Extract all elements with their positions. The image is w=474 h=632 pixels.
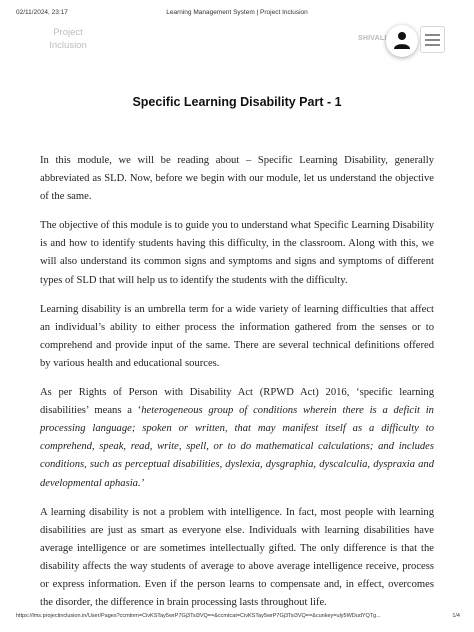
hamburger-menu-button[interactable] — [420, 26, 445, 53]
paragraph-objective: The objective of this module is to guide you to understand what Specific Learning Disability is and how to identify students having this difficulty, in the classroom. Along with this, we will also understand its common signs and symptoms and signs and symptoms of different types of SLD that will help us to identify the students with the difficulty. — [40, 220, 434, 286]
logo-line-1: Project — [53, 27, 83, 38]
hamburger-menu-icon-bar-3 — [425, 44, 440, 46]
user-avatar-button[interactable] — [386, 25, 418, 57]
logo-line-2: Inclusion — [49, 40, 87, 51]
rpwd-quote-text: heterogeneous group of conditions wherein there is a deficit in processing language; spoken or written, that may manifest itself as a difficulty to comprehend, speak, read, write, spell, or to do mathematical calculations; and includes conditions, such as perceptual disabilities, dyslexia, dysgraphia, dyscalculia, dyspraxia and developmental aphasia.’ — [40, 405, 434, 489]
paragraph-intelligence: A learning disability is not a problem with intelligence. In fact, most people with learning disabilities are just as smart as everyone else. Individuals with learning disabilities have average intelligence or are sometimes intellectually gifted. The only difference is that the disability affects the way students of average to above average intelligence receive, process or express information. Even if the person learns to compensate and, in effect, overcomes the disorder, the difference in brain processing lasts throughout life. — [40, 506, 434, 609]
page-title: Specific Learning Disability Part - 1 — [132, 95, 342, 109]
paragraph-intro: In this module, we will be reading about – Specific Learning Disability, generally abbreviated as SLD. Now, before we begin with our module, let us understand the objective of the same. — [40, 155, 434, 203]
print-url: https://lms.projectinclusion.in/User/Pages?ccmtnm=CivKSTay5wrP7Gj3Tsi3VQ==&ccmtcat=CivKSTay5wrP7Gj3Tsi3VQ==&cunkey=uly5WDudYQTg... — [16, 613, 381, 619]
project-inclusion-logo[interactable] — [43, 26, 93, 52]
user-icon — [393, 31, 411, 49]
hamburger-menu-icon — [425, 34, 440, 36]
app-bar — [0, 22, 474, 62]
paragraph-rpwd-act — [40, 384, 434, 493]
paragraph-definition: Learning disability is an umbrella term for a wide variety of learning difficulties that affect an individual’s ability to either process the information gathered from the senses or to comprehend and provide input of the same. There are several technical definitions offered by various health and educational sources. — [40, 303, 434, 369]
rpwd-intro-text: As per Rights of Person with Disability Act (RPWD Act) 2016, ‘specific learning disabilities’ means a ‘ — [40, 387, 434, 417]
print-footer — [0, 613, 474, 623]
print-page-number: 1/4 — [452, 613, 460, 619]
hamburger-menu-icon-bar-2 — [425, 39, 440, 41]
username-label: SHIVALI — [358, 35, 387, 42]
print-header — [0, 9, 474, 21]
print-datetime: 02/11/2024, 23:17 — [16, 9, 68, 16]
module-content — [40, 152, 434, 623]
print-page-title: Learning Management System | Project Inclusion — [166, 9, 308, 16]
